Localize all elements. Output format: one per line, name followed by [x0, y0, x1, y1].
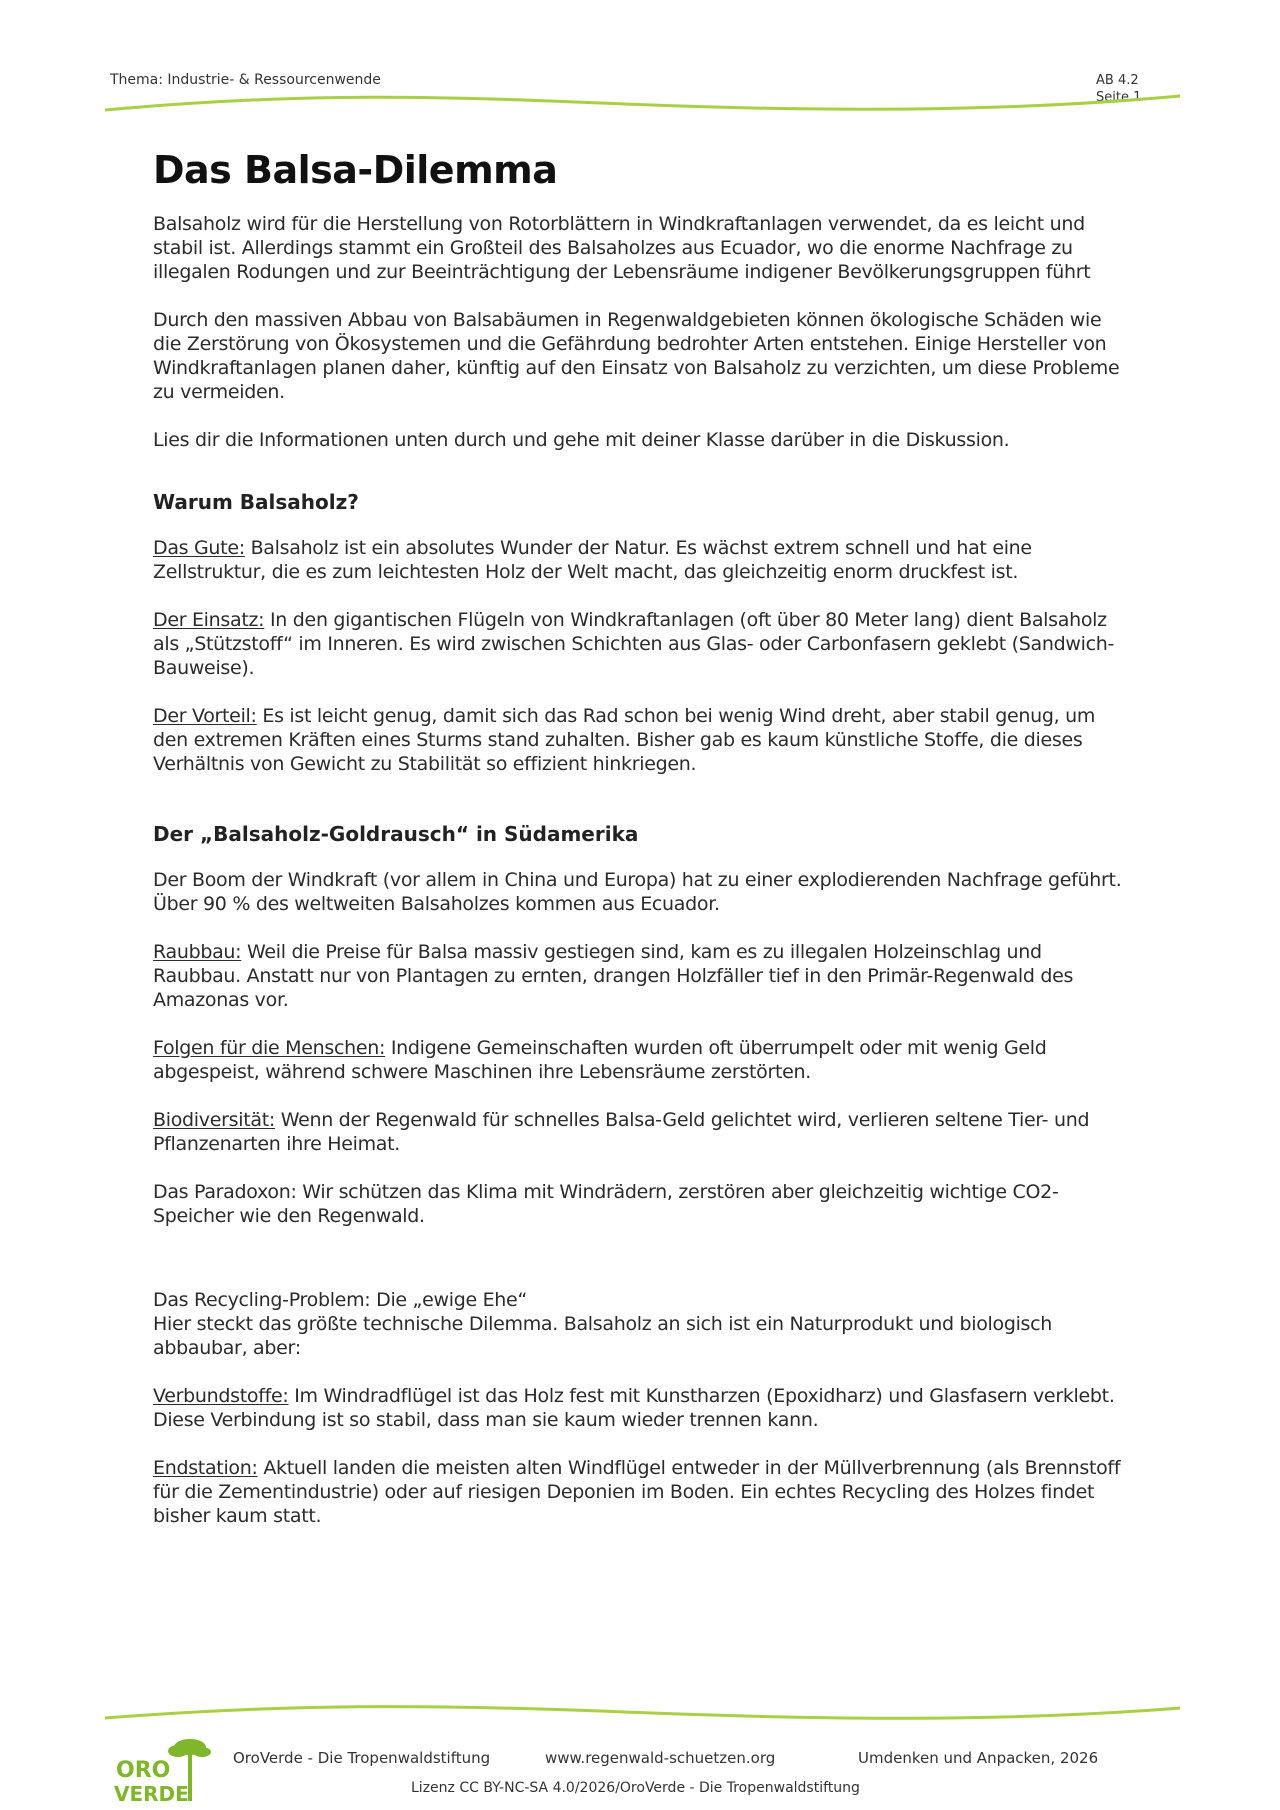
item-term: Endstation:	[153, 1457, 258, 1479]
document-body	[153, 148, 1133, 1552]
sheet-number: AB 4.2	[1096, 73, 1139, 88]
item-term: Der Vorteil:	[153, 705, 257, 727]
list-item	[153, 536, 1133, 584]
footer-wave-divider	[105, 1700, 1180, 1730]
svg-text:ORO: ORO	[116, 1758, 171, 1783]
list-item	[153, 1036, 1133, 1084]
footer-url[interactable]: www.regenwald-schuetzen.org	[545, 1749, 776, 1767]
item-text: Wenn der Regenwald für schnelles Balsa-Geld gelichtet wird, verlieren seltene Tier- und Pflanzenarten ihre Heimat.	[153, 1109, 1090, 1155]
list-item	[153, 1456, 1133, 1528]
intro-paragraph: Durch den massiven Abbau von Balsabäumen in Regenwaldgebieten können ökologische Schäden wie die Zerstörung von Ökosystemen und die Gefährdung bedrohter Arten entstehen. Einige Hersteller von Windkraftanlagen planen daher, künftig auf den Einsatz von Balsaholz zu verzichten, um diese Probleme zu vermeiden.	[153, 309, 1120, 403]
page-title: Das Balsa-Dilemma	[153, 148, 558, 192]
list-item	[153, 1384, 1133, 1432]
item-term: Verbundstoffe:	[153, 1385, 289, 1407]
list-item	[153, 704, 1133, 776]
footer-campaign: Umdenken und Anpacken, 2026	[858, 1749, 1099, 1767]
section-lead: Der Boom der Windkraft (vor allem in China und Europa) hat zu einer explodierenden Nachfrage geführt. Über 90 % des weltweiten Balsaholzes kommen aus Ecuador.	[153, 869, 1122, 915]
item-text: In den gigantischen Flügeln von Windkraftanlagen (oft über 80 Meter lang) dient Balsaholz als „Stützstoff“ im Inneren. Es wird zwischen Schichten aus Glas- oder Carbonfasern geklebt (Sandwich-Bauweise).	[153, 609, 1115, 679]
section-heading-plain: Das Recycling-Problem: Die „ewige Ehe“	[153, 1289, 527, 1311]
item-term: Biodiversität:	[153, 1109, 275, 1131]
instruction-paragraph: Lies dir die Informationen unten durch und gehe mit deiner Klasse darüber in die Diskussion.	[153, 429, 1010, 451]
item-term: Der Einsatz:	[153, 609, 265, 631]
page-number: Seite 1	[1096, 90, 1142, 105]
intro-paragraph: Balsaholz wird für die Herstellung von Rotorblättern in Windkraftanlagen verwendet, da es leicht und stabil ist. Allerdings stammt ein Großteil des Balsaholzes aus Ecuador, wo die enorme Nachfrage zu illegalen Rodungen und zur Beeinträchtigung der Lebensräume indigener Bevölkerungsgruppen führt	[153, 213, 1091, 283]
item-text: Balsaholz ist ein absolutes Wunder der Natur. Es wächst extrem schnell und hat eine Zellstruktur, die es zum leichtesten Holz der Welt macht, das gleichzeitig enorm druckfest ist.	[153, 537, 1032, 583]
header-topic: Thema: Industrie- & Ressourcenwende	[110, 72, 381, 88]
paradox-paragraph: Das Paradoxon: Wir schützen das Klima mit Windrädern, zerstören aber gleichzeitig wichtige CO2-Speicher wie den Regenwald.	[153, 1181, 1059, 1227]
section-lead: Hier steckt das größte technische Dilemma. Balsaholz an sich ist ein Naturprodukt und biologisch abbaubar, aber:	[153, 1313, 1053, 1359]
section-heading: Warum Balsaholz?	[153, 490, 359, 514]
item-term: Das Gute:	[153, 537, 245, 559]
item-text: Im Windradflügel ist das Holz fest mit Kunstharzen (Epoxidharz) und Glasfasern verklebt. Diese Verbindung ist so stabil, dass man sie kaum wieder trennen kann.	[153, 1385, 1115, 1431]
item-text: Es ist leicht genug, damit sich das Rad schon bei wenig Wind dreht, aber stabil genug, um den extremen Kräften eines Sturms stand zuhalten. Bisher gab es kaum künstliche Stoffe, die dieses Verhältnis von Gewicht zu Stabilität so effizient hinkriegen.	[153, 705, 1096, 775]
item-term: Raubbau:	[153, 941, 242, 963]
item-text: Indigene Gemeinschaften wurden oft überrumpelt oder mit wenig Geld abgespeist, während schwere Maschinen ihre Lebensräume zerstörten.	[153, 1037, 1047, 1083]
header-wave-divider	[105, 90, 1180, 120]
footer-org: OroVerde - Die Tropenwaldstiftung	[233, 1749, 491, 1767]
footer-license: Lizenz CC BY-NC-SA 4.0/2026/OroVerde - Die Tropenwaldstiftung	[411, 1780, 860, 1796]
list-item	[153, 608, 1133, 680]
item-text: Weil die Preise für Balsa massiv gestiegen sind, kam es zu illegalen Holzeinschlag und Raubbau. Anstatt nur von Plantagen zu ernten, drangen Holzfäller tief in den Primär-Regenwald des Amazonas vor.	[153, 941, 1074, 1011]
list-item	[153, 940, 1133, 1012]
svg-text:VERDE: VERDE	[114, 1782, 189, 1806]
list-item	[153, 1108, 1133, 1156]
item-term: Folgen für die Menschen:	[153, 1037, 386, 1059]
section-heading: Der „Balsaholz-Goldrausch“ in Südamerika	[153, 822, 639, 846]
oroverde-logo	[112, 1735, 217, 1807]
item-text: Aktuell landen die meisten alten Windflügel entweder in der Müllverbrennung (als Brennstoff für die Zementindustrie) oder auf riesigen Deponien im Boden. Ein echtes Recycling des Holzes findet bisher kaum statt.	[153, 1457, 1121, 1527]
